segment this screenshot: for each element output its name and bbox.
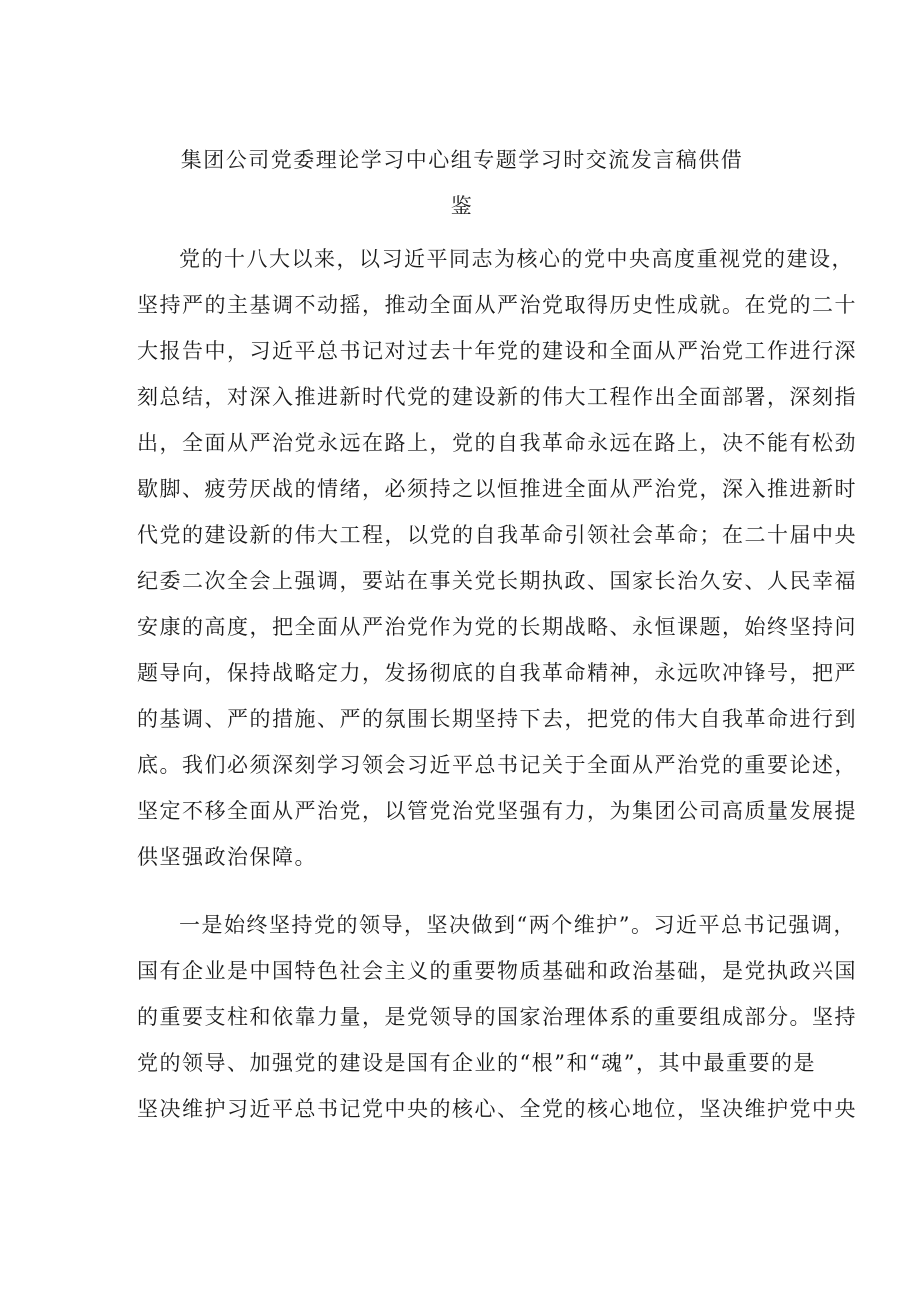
text-line: 的基调、严的措施、严的氛围长期坚持下去，把党的伟大自我革命进行到 <box>137 707 857 731</box>
text-line: 党的领导、加强党的建设是国有企业的“根”和“魂”，其中最重要的是 <box>137 1051 816 1075</box>
text-line: 代党的建设新的伟大工程，以党的自我革命引领社会革命；在二十届中央 <box>137 523 857 547</box>
text-line: 题导向，保持战略定力，发扬彻底的自我革命精神，永远吹冲锋号，把严 <box>137 661 857 685</box>
text-line: 大报告中，习近平总书记对过去十年党的建设和全面从严治党工作进行深 <box>137 339 857 363</box>
text-line: 歇脚、疲劳厌战的情绪，必须持之以恒推进全面从严治党，深入推进新时 <box>137 477 857 501</box>
text-line: 纪委二次全会上强调，要站在事关党长期执政、国家长治久安、人民幸福 <box>137 569 857 593</box>
paragraph-intro <box>137 236 857 880</box>
text-line: 底。我们必须深刻学习领会习近平总书记关于全面从严治党的重要论述， <box>137 753 857 777</box>
text-line: 坚持严的主基调不动摇，推动全面从严治党取得历史性成就。在党的二十 <box>137 293 857 317</box>
title-line-1: 集团公司党委理论学习中心组专题学习时交流发言稿供借 <box>180 148 744 172</box>
text-line: 国有企业是中国特色社会主义的重要物质基础和政治基础，是党执政兴国 <box>137 959 857 983</box>
document-body <box>137 236 857 1132</box>
paragraph-point-one <box>137 902 857 1132</box>
text-line: 安康的高度，把全面从严治党作为党的长期战略、永恒课题，始终坚持问 <box>137 615 857 639</box>
text-line: 一是始终坚持党的领导，坚决做到“两个维护”。习近平总书记强调， <box>179 913 856 937</box>
text-line: 供坚强政治保障。 <box>137 845 317 869</box>
paragraph-spacer <box>137 880 797 902</box>
document-title <box>137 137 787 229</box>
text-line: 党的十八大以来，以习近平同志为核心的党中央高度重视党的建设， <box>179 247 854 271</box>
text-line: 刻总结，对深入推进新时代党的建设新的伟大工程作出全面部署，深刻指 <box>137 385 857 409</box>
text-line: 出，全面从严治党永远在路上，党的自我革命永远在路上，决不能有松劲 <box>137 431 857 455</box>
text-line: 坚定不移全面从严治党，以管党治党坚强有力，为集团公司高质量发展提 <box>137 799 857 823</box>
text-line: 坚决维护习近平总书记党中央的核心、全党的核心地位，坚决维护党中央 <box>137 1097 857 1121</box>
title-line-2: 鉴 <box>450 194 474 218</box>
text-line: 的重要支柱和依靠力量，是党领导的国家治理体系的重要组成部分。坚持 <box>137 1005 857 1029</box>
